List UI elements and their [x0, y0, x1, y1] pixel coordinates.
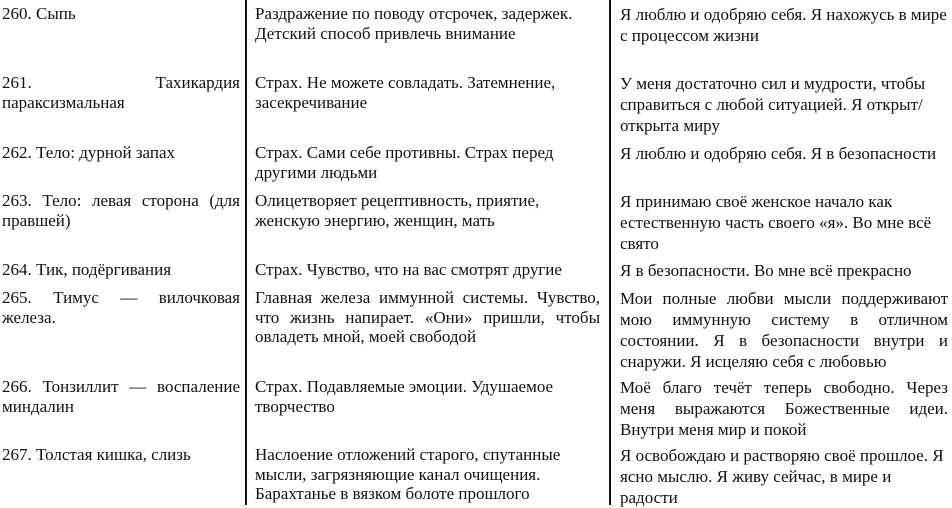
condition-cell: 262. Тело: дурной запах	[2, 143, 176, 162]
condition-cell: 261. Тахикардия параксизмальная	[2, 73, 240, 112]
affirmation-cell: Моё благо течёт теперь свободно. Через меня выражаются Божественные идеи. Внутри меня мир и покой	[620, 378, 948, 439]
condition-cell: 263. Тело: левая сторона (для правшей)	[2, 191, 240, 230]
column-divider-left	[245, 0, 247, 505]
cause-cell: Олицетворяет рецептивность, приятие, женскую энергию, женщин, мать	[255, 191, 540, 230]
condition-cell: 266. Тонзиллит — воспаление миндалин	[2, 377, 240, 416]
condition-cell: 260. Сыпь	[2, 4, 76, 23]
affirmation-cell: Я в безопасности. Во мне всё прекрасно	[620, 261, 912, 280]
affirmation-cell: Я люблю и одобряю себя. Я в безопасности	[620, 144, 937, 163]
affirmation-cell: Я освобождаю и растворяю своё прошлое. Я ясно мыслю. Я живу сейчас, в мире и радости	[620, 446, 944, 507]
condition-cell: 265. Тимус — вилочковая железа.	[2, 288, 240, 327]
affirmation-cell: Я люблю и одобряю себя. Я нахожусь в мире с процессом жизни	[620, 5, 947, 45]
cause-cell: Страх. Чувство, что на вас смотрят другие	[255, 260, 562, 279]
affirmation-cell: Мои полные любви мысли поддерживают мою иммунную систему в отличном состоянии. Я в безопасности внутри и снаружи. Я исцеляю себя с любовью	[620, 289, 948, 371]
affirmation-cell: У меня достаточно сил и мудрости, чтобы справиться с любой ситуацией. Я открыт/открыта миру	[620, 74, 926, 135]
cause-cell: Страх. Сами себе противны. Страх перед другими людьми	[255, 143, 554, 182]
cause-cell: Страх. Подавляемые эмоции. Удушаемое творчество	[255, 377, 554, 416]
affirmation-cell: Я принимаю своё женское начало как естественную часть своего «я». Во мне всё свято	[620, 192, 932, 253]
column-divider-right	[609, 0, 611, 505]
cause-cell: Страх. Не можете совладать. Затемнение, засекречивание	[255, 73, 556, 112]
cause-cell: Главная железа иммунной системы. Чувство, что жизнь напирает. «Они» пришли, чтобы овладеть мной, моей свободой	[255, 288, 600, 346]
condition-cell: 264. Тик, подёргивания	[2, 260, 172, 279]
condition-cell: 267. Толстая кишка, слизь	[2, 445, 191, 464]
cause-cell: Раздражение по поводу отсрочек, задержек. Детский способ привлечь внимание	[255, 4, 573, 43]
cause-cell: Наслоение отложений старого, спутанные мысли, загрязняющие канал очищения. Барахтанье в вязком болоте прошлого	[255, 445, 561, 503]
